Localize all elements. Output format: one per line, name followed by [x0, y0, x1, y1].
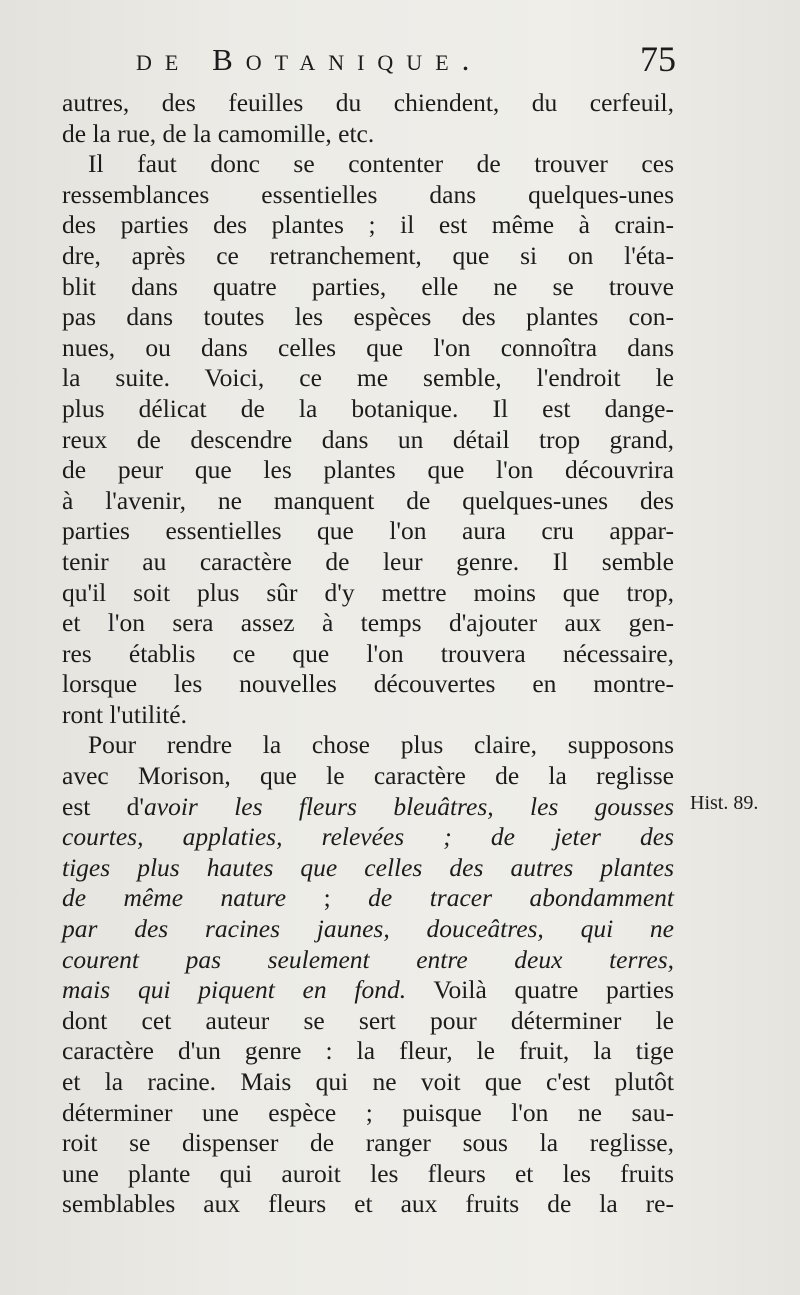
italic-segment: tiges plus hautes que celles des autres plantes — [62, 852, 674, 882]
text-segment: des parties des plantes ; il est même à crain- — [62, 210, 674, 240]
italic-segment: de tracer abondamment — [368, 883, 674, 913]
italic-segment: courent pas seulement entre deux terres, — [62, 944, 674, 974]
text-line — [62, 363, 674, 394]
text-line — [62, 914, 674, 945]
text-segment: caractère d'un genre : la fleur, le fruit, la tige — [62, 1036, 674, 1066]
italic-segment: avoir les fleurs bleuâtres, les gousses — [144, 791, 675, 821]
text-line — [62, 822, 674, 853]
body-text — [62, 88, 674, 1220]
text-segment: nues, ou dans celles que l'on connoîtra dans — [62, 332, 674, 362]
text-segment: Voilà quatre parties — [406, 975, 675, 1005]
text-line — [62, 975, 674, 1006]
text-line — [62, 272, 674, 303]
text-segment: de la rue, de la camomille, etc. — [62, 118, 375, 148]
text-line — [62, 608, 674, 639]
text-line — [62, 792, 674, 823]
page-header — [136, 38, 676, 88]
text-segment: blit dans quatre parties, elle ne se trouve — [62, 271, 674, 301]
text-line — [62, 639, 674, 670]
text-line — [62, 945, 674, 976]
text-line — [62, 1036, 674, 1067]
text-line — [62, 578, 674, 609]
text-segment: avec Morison, que le caractère de la reglisse — [62, 761, 674, 791]
text-segment: lorsque les nouvelles découvertes en montre- — [62, 669, 674, 699]
text-segment: parties essentielles que l'on aura cru appar- — [62, 516, 674, 546]
running-title: de Botanique. — [136, 42, 483, 77]
text-line — [62, 241, 674, 272]
text-line — [62, 1098, 674, 1129]
text-line — [62, 669, 674, 700]
text-segment: Pour rendre la chose plus claire, supposons — [88, 730, 674, 760]
text-line — [62, 394, 674, 425]
italic-segment: par des racines jaunes, douceâtres, qui ne — [62, 914, 674, 944]
text-line — [62, 119, 674, 150]
text-line — [62, 425, 674, 456]
text-line — [62, 547, 674, 578]
text-segment: autres, des feuilles du chiendent, du cerfeuil, — [62, 88, 674, 117]
text-line — [62, 516, 674, 547]
text-line — [62, 730, 674, 761]
text-line — [62, 486, 674, 517]
text-line — [62, 149, 674, 180]
text-line — [62, 88, 674, 119]
text-line — [62, 853, 674, 884]
text-segment: à l'avenir, ne manquent de quelques-unes des — [62, 485, 674, 515]
text-line — [62, 1067, 674, 1098]
text-line — [62, 1189, 674, 1220]
text-segment: une plante qui auroit les fleurs et les fruits — [62, 1158, 674, 1188]
text-segment: ront l'utilité. — [62, 699, 187, 729]
text-line — [62, 1128, 674, 1159]
text-line — [62, 883, 674, 914]
text-segment: est d' — [62, 791, 145, 821]
text-segment: et l'on sera assez à temps d'ajouter aux gen- — [62, 608, 674, 638]
text-segment: la suite. Voici, ce me semble, l'endroit le — [62, 363, 674, 393]
italic-segment: de même nature — [62, 883, 287, 913]
italic-segment: mais qui piquent en fond. — [62, 975, 407, 1005]
margin-note: Hist. 89. — [690, 792, 759, 814]
text-line — [62, 302, 674, 333]
text-segment: tenir au caractère de leur genre. Il semble — [62, 546, 674, 576]
text-segment: et la racine. Mais qui ne voit que c'est plutôt — [62, 1067, 674, 1096]
text-segment: semblables aux fleurs et aux fruits de la re- — [62, 1189, 674, 1219]
text-segment: res établis ce que l'on trouvera nécessaire, — [62, 638, 674, 668]
text-segment: dont cet auteur se sert pour déterminer le — [62, 1005, 674, 1035]
text-segment: reux de descendre dans un détail trop grand, — [62, 424, 674, 454]
text-line — [62, 1159, 674, 1190]
text-line — [62, 1006, 674, 1037]
text-segment: plus délicat de la botanique. Il est dange- — [62, 393, 674, 423]
text-segment: ressemblances essentielles dans quelques-unes — [62, 179, 674, 209]
text-line — [62, 210, 674, 241]
text-line — [62, 180, 674, 211]
page-number: 75 — [640, 39, 676, 79]
text-segment: roit se dispenser de ranger sous la reglisse, — [62, 1128, 674, 1158]
text-segment: qu'il soit plus sûr d'y mettre moins que trop, — [62, 577, 674, 607]
text-segment: déterminer une espèce ; puisque l'on ne sau- — [62, 1097, 674, 1127]
text-segment: ; — [286, 883, 369, 913]
text-line — [62, 455, 674, 486]
text-segment: pas dans toutes les espèces des plantes con- — [62, 302, 674, 332]
text-segment: Il faut donc se contenter de trouver ces — [88, 149, 674, 179]
text-line — [62, 700, 674, 731]
text-segment: dre, après ce retranchement, que si on l'éta- — [62, 240, 674, 270]
text-segment: de peur que les plantes que l'on découvrira — [62, 455, 674, 485]
italic-segment: courtes, applaties, relevées ; de jeter des — [62, 822, 674, 852]
text-line — [62, 333, 674, 364]
text-line — [62, 761, 674, 792]
